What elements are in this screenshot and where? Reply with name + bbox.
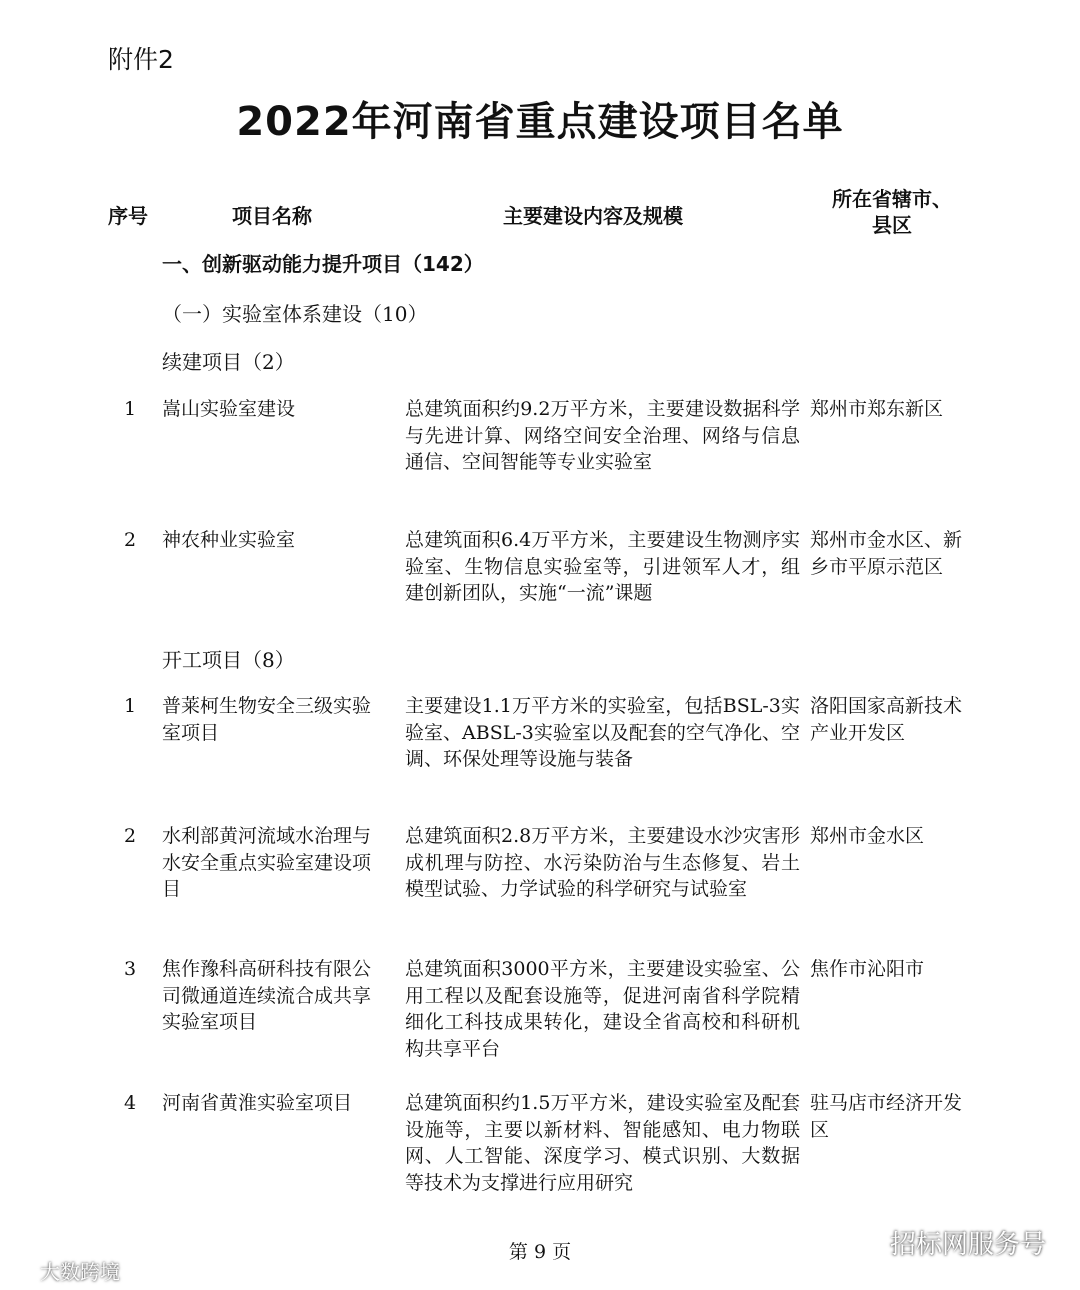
project-content: 总建筑面积约1.5万平方米，建设实验室及配套设施等，主要以新材料、智能感知、电力物联网、人工智能、深度学习、模式识别、大数据等技术为支撑进行应用研究 bbox=[405, 1092, 800, 1194]
project-name: 河南省黄淮实验室项目 bbox=[162, 1092, 353, 1114]
page-number: 第 9 页 bbox=[508, 1241, 572, 1263]
started-projects-label: 开工项目（8） bbox=[162, 648, 295, 672]
subcategory-heading: （一）实验室体系建设（10） bbox=[162, 302, 428, 326]
project-name: 焦作豫科高研科技有限公司微通道连续流合成共享实验室项目 bbox=[162, 958, 372, 1033]
project-name: 普莱柯生物安全三级实验室项目 bbox=[162, 695, 372, 744]
row-number: 1 bbox=[124, 695, 137, 717]
project-name: 水利部黄河流域水治理与水安全重点实验室建设项目 bbox=[162, 825, 372, 900]
project-name: 嵩山实验室建设 bbox=[162, 398, 296, 420]
weibo-icon bbox=[8, 1264, 36, 1284]
project-region: 郑州市金水区、新乡市平原示范区 bbox=[810, 529, 963, 578]
continued-projects-label: 续建项目（2） bbox=[162, 350, 295, 374]
project-content: 总建筑面积2.8万平方米，主要建设水沙灾害形成机理与防控、水污染防治与生态修复、岩土模型试验、力学试验的科学研究与试验室 bbox=[405, 825, 800, 900]
row-number: 4 bbox=[124, 1092, 137, 1114]
header-no: 序号 bbox=[108, 204, 148, 228]
header-region bbox=[812, 186, 972, 238]
row-number: 2 bbox=[124, 825, 137, 847]
project-region: 洛阳国家高新技术产业开发区 bbox=[810, 695, 963, 744]
header-name: 项目名称 bbox=[232, 204, 312, 228]
project-name: 神农种业实验室 bbox=[162, 529, 296, 551]
document-title: 2022年河南省重点建设项目名单 bbox=[236, 99, 844, 145]
wechat-icon bbox=[848, 1231, 882, 1261]
row-number: 3 bbox=[124, 958, 137, 980]
watermark-left-text: 大数跨境 bbox=[40, 1260, 120, 1284]
project-region: 郑州市金水区 bbox=[810, 825, 925, 847]
header-content: 主要建设内容及规模 bbox=[503, 204, 683, 228]
row-number: 1 bbox=[124, 398, 137, 420]
project-content: 总建筑面积3000平方米，主要建设实验室、公用工程以及配套设施等，促进河南省科学院精细化工科技成果转化，建设全省高校和科研机构共享平台 bbox=[405, 958, 800, 1060]
project-region: 郑州市郑东新区 bbox=[810, 398, 944, 420]
project-content: 总建筑面积6.4万平方米，主要建设生物测序实验室、生物信息实验室等，引进领军人才，组建创新团队，实施“一流”课题 bbox=[405, 529, 800, 604]
row-number: 2 bbox=[124, 529, 137, 551]
header-region-line2: 县区 bbox=[872, 213, 912, 237]
project-region: 驻马店市经济开发区 bbox=[810, 1092, 963, 1141]
attachment-label: 附件2 bbox=[108, 45, 174, 74]
watermark-right-text: 招标网服务号 bbox=[889, 1230, 1046, 1260]
watermark-right bbox=[848, 1224, 1046, 1261]
header-region-line1: 所在省辖市、 bbox=[832, 187, 952, 211]
category-heading: 一、创新驱动能力提升项目（142） bbox=[162, 252, 484, 276]
project-region: 焦作市沁阳市 bbox=[810, 958, 925, 980]
watermark-left bbox=[8, 1256, 120, 1285]
project-content: 主要建设1.1万平方米的实验室，包括BSL-3实验室、ABSL-3实验室以及配套的空气净化、空调、环保处理等设施与装备 bbox=[405, 695, 800, 770]
project-content: 总建筑面积约9.2万平方米，主要建设数据科学与先进计算、网络空间安全治理、网络与信息通信、空间智能等专业实验室 bbox=[405, 398, 800, 473]
